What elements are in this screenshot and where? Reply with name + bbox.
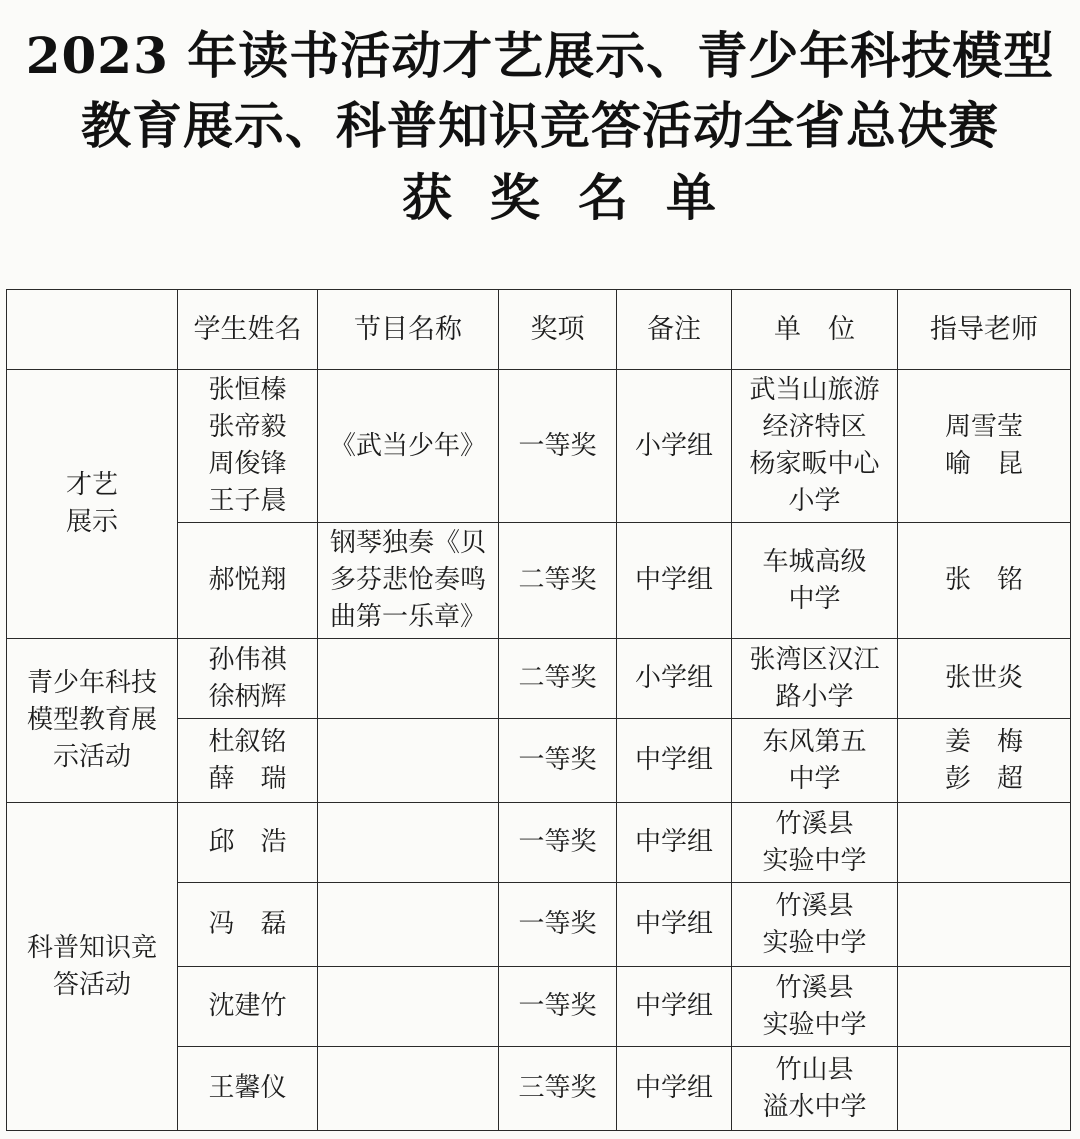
cell-line: 答活动 — [52, 969, 131, 1000]
teacher-cell — [898, 639, 1071, 719]
header-cell-teacher: 指导老师 — [898, 290, 1071, 370]
cell-line: 邱 浩 — [208, 827, 287, 857]
cell-line: 《武当少年》 — [329, 430, 486, 461]
cell-line: 杜叙铭 — [208, 726, 287, 757]
unit-cell — [732, 523, 898, 639]
cell-line: 王子晨 — [208, 486, 287, 516]
cell-line: 张帝毅 — [208, 412, 287, 442]
program-cell — [318, 1047, 499, 1131]
cell-line: 王馨仪 — [208, 1073, 287, 1103]
cell-line: 竹溪县 — [775, 808, 854, 839]
cell-line: 中学 — [788, 763, 841, 794]
teacher-cell — [898, 370, 1071, 523]
program-cell — [318, 883, 499, 967]
remark-cell: 中学组 — [617, 1047, 732, 1131]
cell-line: 曲第一乐章》 — [329, 602, 486, 632]
title-line-2: 教育展示、科普知识竞答活动全省总决赛 — [81, 96, 999, 155]
header-cell-students: 学生姓名 — [178, 290, 318, 370]
header-cell-unit: 单 位 — [732, 290, 898, 370]
award-cell: 二等奖 — [499, 523, 617, 639]
cell-line: 竹溪县 — [775, 890, 854, 921]
awards-table — [6, 289, 1071, 1131]
cell-line: 车城高级 — [762, 546, 867, 577]
program-cell — [318, 370, 499, 523]
cell-line: 孙伟祺 — [208, 644, 287, 675]
remark-cell: 中学组 — [617, 803, 732, 883]
cell-line: 中学 — [788, 583, 841, 614]
cell-line: 竹山县 — [775, 1054, 854, 1085]
students-cell — [178, 370, 318, 523]
cell-line: 周雪莹 — [944, 412, 1023, 442]
cell-line: 科普知识竞 — [26, 932, 157, 963]
cell-line: 钢琴独奏《贝 — [329, 528, 486, 558]
header-cell-award: 奖项 — [499, 290, 617, 370]
program-cell — [318, 967, 499, 1047]
cell-line: 张 铭 — [944, 565, 1023, 595]
category-cell — [7, 639, 178, 803]
remark-cell: 中学组 — [617, 883, 732, 967]
remark-cell: 小学组 — [617, 639, 732, 719]
unit-cell — [732, 883, 898, 967]
header-row — [7, 290, 1071, 370]
award-cell: 一等奖 — [499, 719, 617, 803]
cell-line: 模型教育展 — [26, 705, 157, 735]
program-cell — [318, 719, 499, 803]
cell-line: 周俊锋 — [208, 449, 287, 479]
students-cell — [178, 639, 318, 719]
unit-cell — [732, 639, 898, 719]
cell-line: 张湾区汉江 — [749, 644, 880, 675]
cell-line: 薛 瑞 — [208, 763, 287, 794]
table-row — [7, 639, 1071, 719]
title-line-1: 2023 年读书活动才艺展示、青少年科技模型 — [25, 26, 1055, 85]
students-cell — [178, 719, 318, 803]
remark-cell: 中学组 — [617, 967, 732, 1047]
unit-cell — [732, 370, 898, 523]
cell-line: 路小学 — [775, 681, 854, 712]
category-cell — [7, 370, 178, 639]
award-cell: 一等奖 — [499, 370, 617, 523]
awards-body — [7, 370, 1071, 1131]
teacher-cell — [898, 883, 1071, 967]
cell-line: 经济特区 — [762, 412, 867, 442]
remark-cell: 中学组 — [617, 719, 732, 803]
header-cell-program: 节目名称 — [318, 290, 499, 370]
award-cell: 三等奖 — [499, 1047, 617, 1131]
cell-line: 徐柄辉 — [208, 681, 287, 712]
award-cell: 一等奖 — [499, 803, 617, 883]
award-cell: 一等奖 — [499, 967, 617, 1047]
cell-line: 竹溪县 — [775, 972, 854, 1003]
cell-line: 小学 — [788, 486, 841, 516]
teacher-cell — [898, 1047, 1071, 1131]
cell-line: 才艺 — [65, 470, 118, 500]
remark-cell: 小学组 — [617, 370, 732, 523]
award-cell: 一等奖 — [499, 883, 617, 967]
cell-line: 姜 梅 — [944, 726, 1023, 757]
students-cell — [178, 883, 318, 967]
cell-line: 张世炎 — [944, 663, 1023, 693]
cell-line: 彭 超 — [944, 763, 1023, 794]
cell-line: 实验中学 — [762, 1009, 867, 1040]
students-cell — [178, 803, 318, 883]
header-cell-category — [7, 290, 178, 370]
cell-line: 溢水中学 — [762, 1091, 867, 1122]
cell-line: 喻 昆 — [944, 449, 1023, 479]
cell-line: 多芬悲怆奏鸣 — [329, 565, 486, 595]
cell-line: 东风第五 — [762, 726, 867, 757]
students-cell — [178, 523, 318, 639]
award-cell: 二等奖 — [499, 639, 617, 719]
program-cell — [318, 523, 499, 639]
teacher-cell — [898, 803, 1071, 883]
cell-line: 展示 — [65, 507, 118, 537]
cell-line: 杨家畈中心 — [749, 449, 880, 479]
cell-line: 沈建竹 — [208, 991, 287, 1021]
unit-cell — [732, 803, 898, 883]
unit-cell — [732, 1047, 898, 1131]
teacher-cell — [898, 719, 1071, 803]
cell-line: 张恒榛 — [208, 375, 287, 405]
students-cell — [178, 1047, 318, 1131]
program-cell — [318, 803, 499, 883]
category-cell — [7, 803, 178, 1131]
cell-line: 青少年科技 — [26, 668, 157, 698]
cell-line: 武当山旅游 — [749, 375, 880, 405]
header-cell-remark: 备注 — [617, 290, 732, 370]
cell-line: 示活动 — [52, 742, 131, 772]
unit-cell — [732, 719, 898, 803]
students-cell — [178, 967, 318, 1047]
table-row — [7, 803, 1071, 883]
program-cell — [318, 639, 499, 719]
unit-cell — [732, 967, 898, 1047]
title-line-3: 获奖名单 — [402, 168, 754, 227]
teacher-cell — [898, 523, 1071, 639]
teacher-cell — [898, 967, 1071, 1047]
cell-line: 冯 磊 — [208, 909, 287, 939]
table-row — [7, 370, 1071, 523]
cell-line: 实验中学 — [762, 845, 867, 876]
remark-cell: 中学组 — [617, 523, 732, 639]
cell-line: 实验中学 — [762, 927, 867, 958]
cell-line: 郝悦翔 — [208, 565, 287, 595]
